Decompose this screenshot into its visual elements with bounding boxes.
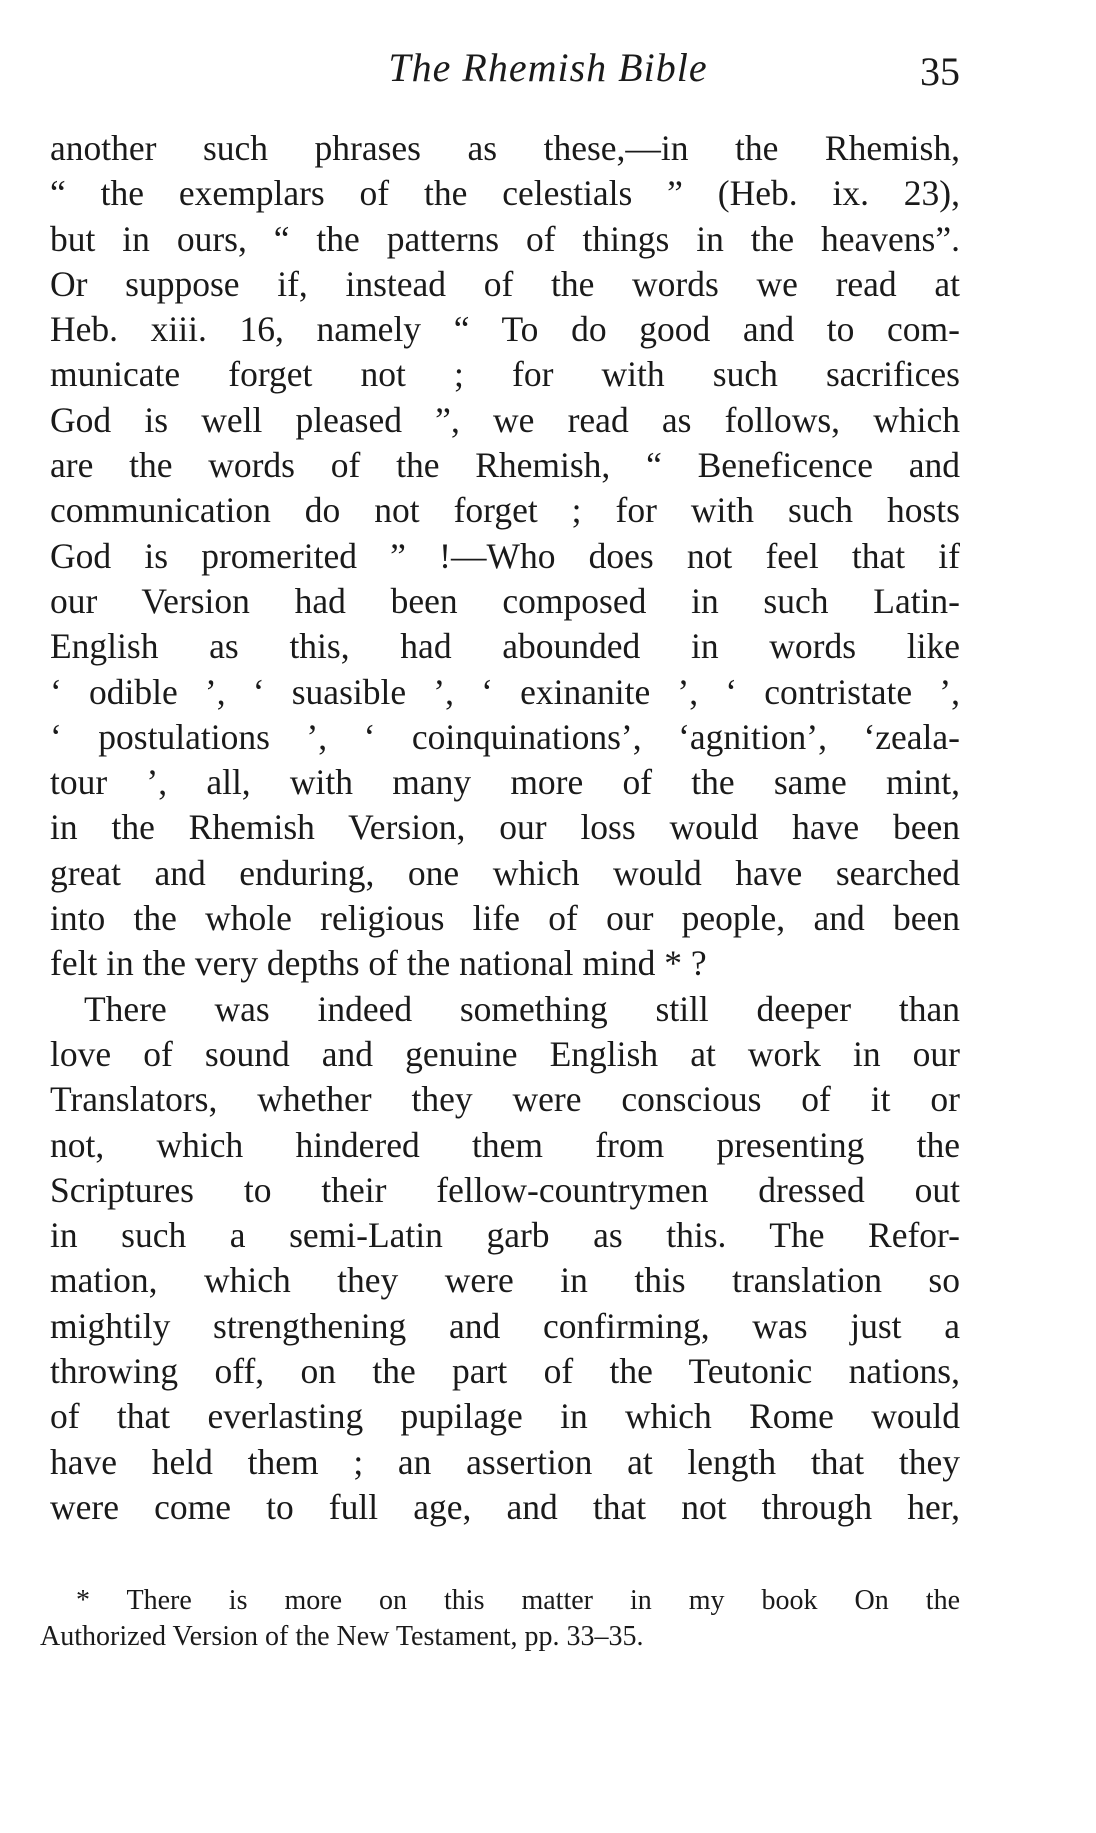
text-line: Scriptures to their fellow-countrymen dressed out: [50, 1169, 960, 1210]
footnote: [40, 1583, 960, 1655]
text-line: of that everlasting pupilage in which Rome would: [50, 1396, 960, 1437]
text-line: municate forget not ; for with such sacrifices: [50, 354, 960, 395]
running-head: [0, 44, 1096, 94]
text-line: God is promerited ” !—Who does not feel that if: [50, 535, 960, 576]
text-line: another such phrases as these,—in the Rhemish,: [50, 128, 960, 168]
page-number: 35: [920, 49, 960, 94]
text-line: into the whole religious life of our people, and been: [50, 898, 960, 939]
text-line: “ the exemplars of the celestials ” (Heb. ix. 23),: [50, 173, 960, 214]
text-line: throwing off, on the part of the Teutonic nations,: [50, 1351, 960, 1392]
text-line: but in ours, “ the patterns of things in the heavens”.: [50, 218, 960, 259]
text-line: are the words of the Rhemish, “ Beneficence and: [50, 445, 960, 486]
text-line: were come to full age, and that not through her,: [50, 1486, 960, 1527]
text-line: love of sound and genuine English at work in our: [50, 1033, 960, 1074]
footnote-line: Authorized Version of the New Testament, pp. 33–35.: [40, 1621, 644, 1652]
text-line: our Version had been composed in such Latin-: [50, 580, 960, 621]
text-line: Translators, whether they were conscious of it or: [50, 1079, 960, 1120]
text-line: ‘ odible ’, ‘ suasible ’, ‘ exinanite ’, ‘ contristate ’,: [50, 671, 960, 712]
text-line: have held them ; an assertion at length that they: [50, 1441, 960, 1482]
text-line: God is well pleased ”, we read as follows, which: [50, 399, 960, 440]
footnote-line: * There is more on this matter in my book On the: [76, 1585, 960, 1616]
text-line: felt in the very depths of the national mind * ?: [50, 943, 707, 984]
text-line: not, which hindered them from presenting the: [50, 1124, 960, 1165]
paragraph-first-line: There was indeed something still deeper than: [84, 988, 960, 1029]
text-line: great and enduring, one which would have searched: [50, 852, 960, 893]
running-title: The Rhemish Bible: [388, 45, 708, 90]
body-text: [50, 126, 960, 1530]
text-line: mightily strengthening and confirming, was just a: [50, 1305, 960, 1346]
text-line: mation, which they were in this translation so: [50, 1260, 960, 1301]
text-line: tour ’, all, with many more of the same mint,: [50, 762, 960, 803]
text-line: English as this, had abounded in words like: [50, 626, 960, 667]
text-line: Heb. xiii. 16, namely “ To do good and to com-: [50, 309, 960, 350]
text-line: in the Rhemish Version, our loss would have been: [50, 807, 960, 848]
text-line: Or suppose if, instead of the words we read at: [50, 263, 960, 304]
text-line: communication do not forget ; for with such hosts: [50, 490, 960, 531]
text-line: in such a semi-Latin garb as this. The Refor-: [50, 1215, 960, 1256]
text-line: ‘ postulations ’, ‘ coinquinations’, ‘agnition’, ‘zeala-: [50, 716, 960, 757]
